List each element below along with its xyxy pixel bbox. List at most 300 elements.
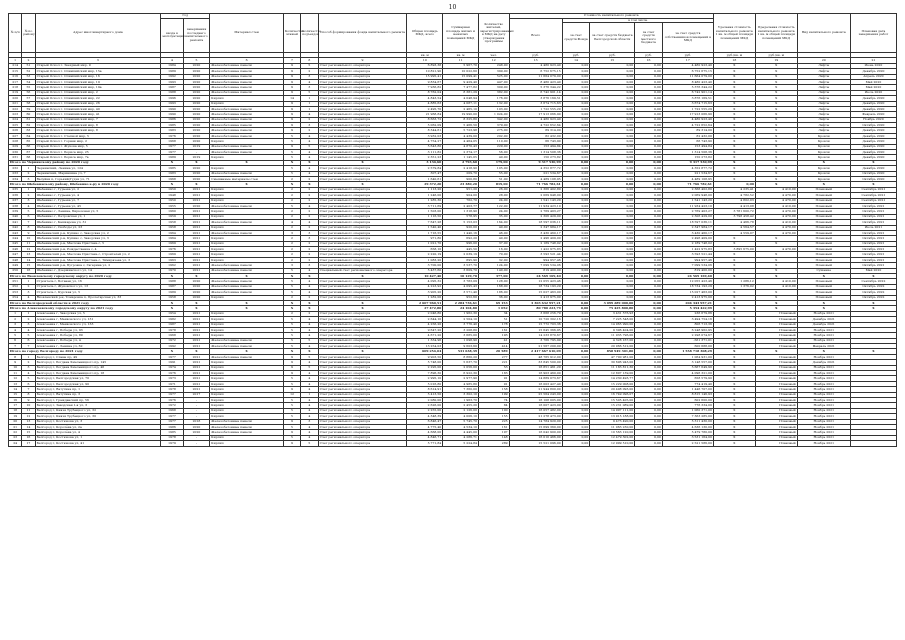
table-cell: 8 (9, 354, 22, 359)
table-cell: Шебекинский р-н, Бугровка с, Гагарина ул, 2 (35, 263, 161, 268)
table-cell: 240 (9, 214, 22, 219)
table-cell: 9 603,60 (443, 344, 479, 349)
table-cell: 0,00 (590, 160, 635, 165)
table-cell: 0,00 (635, 187, 663, 192)
table-cell: X (713, 441, 755, 446)
table-cell: Кирпич (210, 214, 284, 219)
table-cell: Плановый (755, 333, 797, 338)
table-cell: 7 099 534,06 (509, 263, 562, 268)
table-cell: Старый Оскол г. Олимпийский мкр, 15а (35, 69, 161, 74)
table-cell: 0,00 (590, 214, 635, 219)
table-cell: 0,00 (562, 257, 590, 262)
table-cell: 1 440,16 (443, 230, 479, 235)
table-cell: 2021 (183, 327, 210, 332)
table-cell: 1988 (161, 90, 183, 95)
table-cell: X (713, 344, 755, 349)
table-cell: Счет регионального оператора (318, 381, 407, 386)
table-cell: 0,00 (635, 441, 663, 446)
table-cell: Декабрь 2020 (850, 69, 896, 74)
table-cell: Ноябрь 2021 (797, 414, 850, 419)
table-cell: 2 366 402,80 (662, 187, 713, 192)
table-cell: 2 255,00 (407, 408, 443, 413)
table-cell: 12 479 302,00 (590, 435, 635, 440)
table-cell: Лифты (797, 74, 850, 79)
table-cell: 0,00 (562, 69, 590, 74)
table-cell: 53 (22, 74, 35, 79)
table-cell: 6 922,30 (443, 371, 479, 376)
table-cell: 4 439,00 (443, 133, 479, 138)
table-cell: 1 558 718 308,29 (662, 349, 713, 354)
table-cell: 56 (22, 90, 35, 95)
table-cell: 4 (301, 322, 318, 327)
table-cell: 10 129,70 (443, 274, 479, 279)
table-cell: 0,00 (562, 430, 590, 435)
table-cell: Счет регионального оператора (318, 236, 407, 241)
table-cell: 3 (22, 198, 35, 203)
table-cell: 7 896,30 (407, 371, 443, 376)
table-cell: Белгород г, Белгородская ул, 90 (35, 381, 161, 386)
table-cell: 2 189 748,02 (509, 241, 562, 246)
table-cell: 0,00 (562, 214, 590, 219)
table-cell: 1958 (161, 295, 183, 300)
table-cell: 2021 (183, 381, 210, 386)
table-cell: 16 749 096,07 (590, 392, 635, 397)
table-cell: 0,00 (590, 133, 635, 138)
table-cell: 774 419,40 (662, 381, 713, 386)
table-cell: 952,60 (443, 295, 479, 300)
table-cell: Лифты (797, 79, 850, 84)
table-cell: 0,00 (590, 63, 635, 68)
table-cell: Кирпич (210, 139, 284, 144)
table-cell: 41 (478, 338, 509, 343)
table-cell: Строитель г, Жуковского ул, 13 (35, 284, 161, 289)
table-cell: 0,00 (635, 322, 663, 327)
table-cell: 9 (283, 387, 300, 392)
table-cell: 0,00 (562, 171, 590, 176)
table-cell: Лифты (797, 85, 850, 90)
table-cell: Декабрь 2020 (850, 144, 896, 149)
table-cell: 0,00 (562, 365, 590, 370)
table-cell: Железобетонные панели (210, 90, 284, 95)
table-cell: Плановый (797, 263, 850, 268)
table-cell: 996,00 (443, 241, 479, 246)
table-cell: 36,00 (478, 295, 509, 300)
table-cell: Плановый (755, 408, 797, 413)
table-cell: 3 776,40 (443, 322, 479, 327)
table-cell: 2 403,77 (443, 203, 479, 208)
table-cell: X (210, 182, 284, 187)
table-cell: Алексеевка г, Маяковского ул, 133 (35, 322, 161, 327)
table-cell: 52 (22, 69, 35, 74)
table-cell: 3 (301, 85, 318, 90)
table-cell: 221 (478, 360, 509, 365)
table-cell: Счет регионального оператора (318, 338, 407, 343)
table-cell: 0,00 (562, 230, 590, 235)
table-cell: Плановый (797, 236, 850, 241)
table-cell: Кровля (797, 144, 850, 149)
table-cell: 11 183 811,30 (590, 365, 635, 370)
column-number-cell: 4 (161, 58, 183, 63)
table-cell: 80 780 223,79 (509, 306, 562, 311)
table-cell: 0,00 (562, 96, 590, 101)
table-cell: X (755, 69, 797, 74)
table-cell: X (755, 182, 797, 187)
table-cell: 0,00 (562, 187, 590, 192)
table-cell: 2 (22, 317, 35, 322)
table-cell: Счет регионального оператора (318, 279, 407, 284)
table-cell: X (301, 160, 318, 165)
table-cell: 2020 (183, 112, 210, 117)
table-cell: Февраль 2020 (850, 112, 896, 117)
table-cell: 8 381,29 (443, 90, 479, 95)
table-cell: 3 783,09 (443, 279, 479, 284)
table-cell: Кровля (797, 166, 850, 171)
table-cell: Железобетонные панели (210, 344, 284, 349)
table-cell: 4 (301, 150, 318, 155)
table-cell: 2020 (183, 166, 210, 171)
table-cell: X (713, 176, 755, 181)
table-cell: 3 685,00 (443, 333, 479, 338)
table-cell: 22 (9, 430, 22, 435)
table-cell: 53 (478, 365, 509, 370)
table-cell: 3 148 557,00 (662, 360, 713, 365)
table-cell: X (210, 349, 284, 354)
table-cell: 379,00 (478, 123, 509, 128)
table-cell: 179,00 (478, 160, 509, 165)
table-cell: 1977 (161, 150, 183, 155)
table-cell: 600 688,00 (662, 344, 713, 349)
table-cell: X (713, 171, 755, 176)
table-cell: 0,00 (562, 295, 590, 300)
table-cell: X (318, 306, 407, 311)
table-cell: 2 995,10 (407, 376, 443, 381)
table-cell: 57 (22, 96, 35, 101)
table-cell: Счет регионального оператора (318, 85, 407, 90)
table-cell: 9 903,50 (407, 354, 443, 359)
table-cell: 9 (9, 360, 22, 365)
table-cell: 2 (22, 284, 35, 289)
table-cell: 4 (301, 424, 318, 429)
table-cell: 4 (301, 203, 318, 208)
table-cell: 19 (9, 414, 22, 419)
table-cell: 1950 (161, 198, 183, 203)
table-cell: 24 (9, 441, 22, 446)
table-cell: X (755, 150, 797, 155)
table-cell: 8 815 146,93 (662, 392, 713, 397)
col-header: за счет средств Фонда (562, 23, 590, 53)
table-cell: Шебекинский р-н, Маслова Пристань с, Тимирязева ул, 3 (35, 257, 161, 262)
table-cell: X (713, 387, 755, 392)
table-cell: 0,00 (562, 279, 590, 284)
table-cell: 0,00 (562, 123, 590, 128)
table-cell: 2 (301, 241, 318, 246)
table-cell: Старый Оскол г. Бориса мкр, 7а (35, 155, 161, 160)
table-cell: 3 (22, 322, 35, 327)
table-cell: 2020 (183, 139, 210, 144)
table-cell: 2 (22, 193, 35, 198)
table-cell: 100 (478, 408, 509, 413)
table-cell: 2 374,17 (443, 150, 479, 155)
table-cell: 2 220,19 (407, 252, 443, 257)
table-cell: 222 (9, 106, 22, 111)
table-cell: 0,00 (635, 209, 663, 214)
table-cell: X (318, 300, 407, 305)
table-cell: Кирпич (210, 187, 284, 192)
column-number-cell: 18 (713, 58, 755, 63)
table-cell: 309,00 (478, 85, 509, 90)
table-cell: Плановый (755, 371, 797, 376)
table-cell: 4 480 923,40 (662, 63, 713, 68)
table-cell: 3 674 715,63 (509, 101, 562, 106)
table-cell: 1 021,70 (407, 241, 443, 246)
table-cell: Лифты (797, 90, 850, 95)
table-cell: Счет регионального оператора (318, 74, 407, 79)
table-cell: X (713, 392, 755, 397)
table-cell: 0,00 (562, 311, 590, 316)
table-cell: Железобетонные панели (210, 430, 284, 435)
table-cell: Февраль 2021 (797, 344, 850, 349)
table-cell: 1 722 555,29 (662, 106, 713, 111)
column-number-cell: 12 (478, 58, 509, 63)
table-cell: X (713, 128, 755, 133)
table-cell: 9 396 404,00 (590, 327, 635, 332)
table-cell: X (318, 182, 407, 187)
table-cell: Плановый (755, 381, 797, 386)
table-cell: 5 (283, 333, 300, 338)
table-cell: X (318, 349, 407, 354)
table-cell: X (713, 311, 755, 316)
table-cell: 2020 (183, 284, 210, 289)
table-cell: 226 (9, 128, 22, 133)
table-cell: 1987 (161, 284, 183, 289)
table-cell: 2 (301, 214, 318, 219)
table-cell: 1 422 975,83 (509, 247, 562, 252)
table-cell: 1971 (161, 381, 183, 386)
table-cell: Счет регионального оператора (318, 79, 407, 84)
table-cell: Шебекинский р-н, Рождественка с, 4 (35, 247, 161, 252)
table-cell: Кирпич (210, 311, 284, 316)
table-cell: 71 766 782,61 (662, 182, 713, 187)
table-cell: Кровля (797, 171, 850, 176)
table-cell: 2 295,00 (407, 365, 443, 370)
table-cell: 4 410,00 (755, 220, 797, 225)
table-cell: Счет регионального оператора (318, 166, 407, 171)
table-cell: Кирпич (210, 398, 284, 403)
table-cell: 2 495,70 (407, 106, 443, 111)
table-cell: 5 (283, 166, 300, 171)
table-cell: 4 (301, 435, 318, 440)
table-cell: 275,00 (478, 128, 509, 133)
table-cell: 1986 (161, 117, 183, 122)
table-cell: 15 229 008,00 (590, 381, 635, 386)
table-cell: 11 (22, 241, 35, 246)
table-cell: 9 (283, 112, 300, 117)
table-cell: 4 352 877,72 (662, 166, 713, 171)
table-cell: 0,00 (635, 247, 663, 252)
table-cell: Кровля (797, 176, 850, 181)
table-cell: 0,00 (635, 300, 663, 305)
table-cell: 84 (478, 403, 509, 408)
table-cell: 6 248 962,95 (662, 327, 713, 332)
table-cell: 5 (301, 144, 318, 149)
table-cell: Ноябрь 2021 (797, 430, 850, 435)
table-cell: X (283, 300, 300, 305)
table-cell: 5 643,80 (407, 144, 443, 149)
table-cell: 2 347 984,17 (662, 225, 713, 230)
table-cell: 236 (9, 193, 22, 198)
table-cell: 14 230 493,77 (590, 376, 635, 381)
table-cell: 0,00 (562, 322, 590, 327)
table-cell: 1 (9, 311, 22, 316)
table-cell: 0,00 (562, 182, 590, 187)
table-cell: 0,00 (590, 150, 635, 155)
table-cell: Плановый (755, 441, 797, 446)
table-cell: Ноябрь 2021 (797, 419, 850, 424)
table-cell: 2 (301, 209, 318, 214)
table-cell: X (755, 74, 797, 79)
table-cell: 8 (22, 225, 35, 230)
table-cell: Счет регионального оператора (318, 354, 407, 359)
table-cell: Железобетонные панели (210, 69, 284, 74)
table-cell: 0,00 (562, 284, 590, 289)
table-cell: 2 (301, 128, 318, 133)
table-cell: 920,00 (443, 225, 479, 230)
table-cell: 2 (22, 171, 35, 176)
table-cell: Железобетонные панели (210, 171, 284, 176)
table-cell: Валуйки п, Горький(Гудзи ул, 71 (35, 176, 161, 181)
table-cell: 0,00 (635, 79, 663, 84)
table-cell: 238 (9, 203, 22, 208)
table-cell: Шебекинский р-н, Маслова Пристань с, Строителей ул, 2 (35, 252, 161, 257)
table-cell: 0,00 (590, 117, 635, 122)
table-cell: 17 (22, 441, 35, 446)
table-cell: 0,00 (635, 198, 663, 203)
table-cell: X (755, 79, 797, 84)
table-cell: 8 325,80 (443, 117, 479, 122)
table-cell: Белгород г, Костюкова ул, 1 (35, 435, 161, 440)
table-cell: 1977 (161, 392, 183, 397)
table-cell: Счет регионального оператора (318, 63, 407, 68)
table-cell: - (183, 435, 210, 440)
table-cell: Счет регионального оператора (318, 441, 407, 446)
unit-cell: руб. (662, 53, 713, 58)
table-cell: 15 (22, 430, 35, 435)
table-cell: 246 (9, 247, 22, 252)
table-cell: 3 (22, 290, 35, 295)
column-number-cell: 17 (662, 58, 713, 63)
table-cell: 1 376,02 (713, 284, 755, 289)
table-cell: 15 772 703,36 (509, 322, 562, 327)
table-cell: 11 664 079,00 (662, 74, 713, 79)
table-cell: Ноябрь 2021 (797, 338, 850, 343)
table-cell: 2 769 403,27 (509, 209, 562, 214)
table-cell: X (797, 349, 850, 354)
table-cell: Плановый (797, 225, 850, 230)
table-cell: 3 302,10 (443, 392, 479, 397)
table-cell: 61 (22, 117, 35, 122)
table-cell: 2 080,00 (407, 398, 443, 403)
table-cell: X (713, 430, 755, 435)
table-cell: 10 022,60 (443, 69, 479, 74)
col-header: за счет средств собственников помещений в МКД (662, 23, 713, 53)
table-cell: 0,00 (635, 327, 663, 332)
table-cell: 1968 (161, 139, 183, 144)
table-cell: 0,00 (562, 424, 590, 429)
table-cell: Старый Оскол г. Олимпийский мкр, 19а (35, 85, 161, 90)
table-cell: 2 189 748,02 (662, 241, 713, 246)
table-cell: 5 (9, 333, 22, 338)
table-cell: 10 821,90 (407, 69, 443, 74)
table-cell: Железобетонные панели (210, 128, 284, 133)
table-cell: Плановый (797, 247, 850, 252)
table-cell: 82 432,00 (662, 133, 713, 138)
table-cell: 0,00 (635, 214, 663, 219)
table-cell: 2 496 409,00 (509, 236, 562, 241)
table-cell: 2 496 409,00 (662, 236, 713, 241)
table-cell: 21 278 473,00 (509, 414, 562, 419)
table-cell: 0,00 (562, 106, 590, 111)
table-cell: 0,00 (635, 230, 663, 235)
table-cell: Железобетонные панели (210, 150, 284, 155)
table-cell: 1978 (161, 435, 183, 440)
subtotal-label: Итого по Белгородской области в 2021 году (9, 300, 161, 305)
table-cell: Железобетонные панели (210, 424, 284, 429)
table-cell: 16 003 427,40 (509, 381, 562, 386)
table-cell: 64 (22, 133, 35, 138)
table-cell: Кирпич (210, 96, 284, 101)
table-cell: Кирпич (210, 317, 284, 322)
table-cell: 9 (283, 117, 300, 122)
table-cell: 0,00 (635, 74, 663, 79)
table-cell: 1985 (161, 123, 183, 128)
table-cell: 1979 (161, 441, 183, 446)
table-cell: 9 (283, 419, 300, 424)
column-number-cell: 16 (635, 58, 663, 63)
table-cell: 12 (22, 414, 35, 419)
table-cell: Железобетонные панели (210, 230, 284, 235)
table-cell: 0,00 (635, 290, 663, 295)
table-cell: 2 306 429,00 (662, 214, 713, 219)
table-cell: Железобетонные панели (210, 74, 284, 79)
table-cell: 5 (283, 398, 300, 403)
table-cell: 2021 (183, 354, 210, 359)
table-cell: Старый Оскол г. Олимпийский мкр, 16 (35, 74, 161, 79)
table-cell: 0,00 (562, 371, 590, 376)
table-cell: 0,00 (635, 387, 663, 392)
table-cell: 247 (9, 252, 22, 257)
table-cell: Счет регионального оператора (318, 387, 407, 392)
table-cell: Счет регионального оператора (318, 371, 407, 376)
table-cell: Счет регионального оператора (318, 69, 407, 74)
table-cell: X (713, 155, 755, 160)
table-cell: 3 430 460,17 (509, 230, 562, 235)
table-cell: Плановый (755, 327, 797, 332)
table-cell: Декабрь 2020 (850, 139, 896, 144)
table-cell: 40,00 (478, 236, 509, 241)
table-cell: Чернянский, Ленина ул, 124 (35, 166, 161, 171)
table-cell: Плановый (797, 214, 850, 219)
table-cell: X (755, 117, 797, 122)
table-cell: 4 480 923,40 (662, 117, 713, 122)
table-cell: 9 (283, 90, 300, 95)
table-cell: Железобетонные панели (210, 354, 284, 359)
table-cell: Железобетонные панели (210, 419, 284, 424)
table-cell: 0,00 (590, 187, 635, 192)
table-cell: 3 494 754,16 (662, 317, 713, 322)
table-cell: Старый Оскол г. Олимпийский мкр, 26 (35, 101, 161, 106)
table-cell: Плановый (755, 398, 797, 403)
table-cell: Кирпич (210, 155, 284, 160)
